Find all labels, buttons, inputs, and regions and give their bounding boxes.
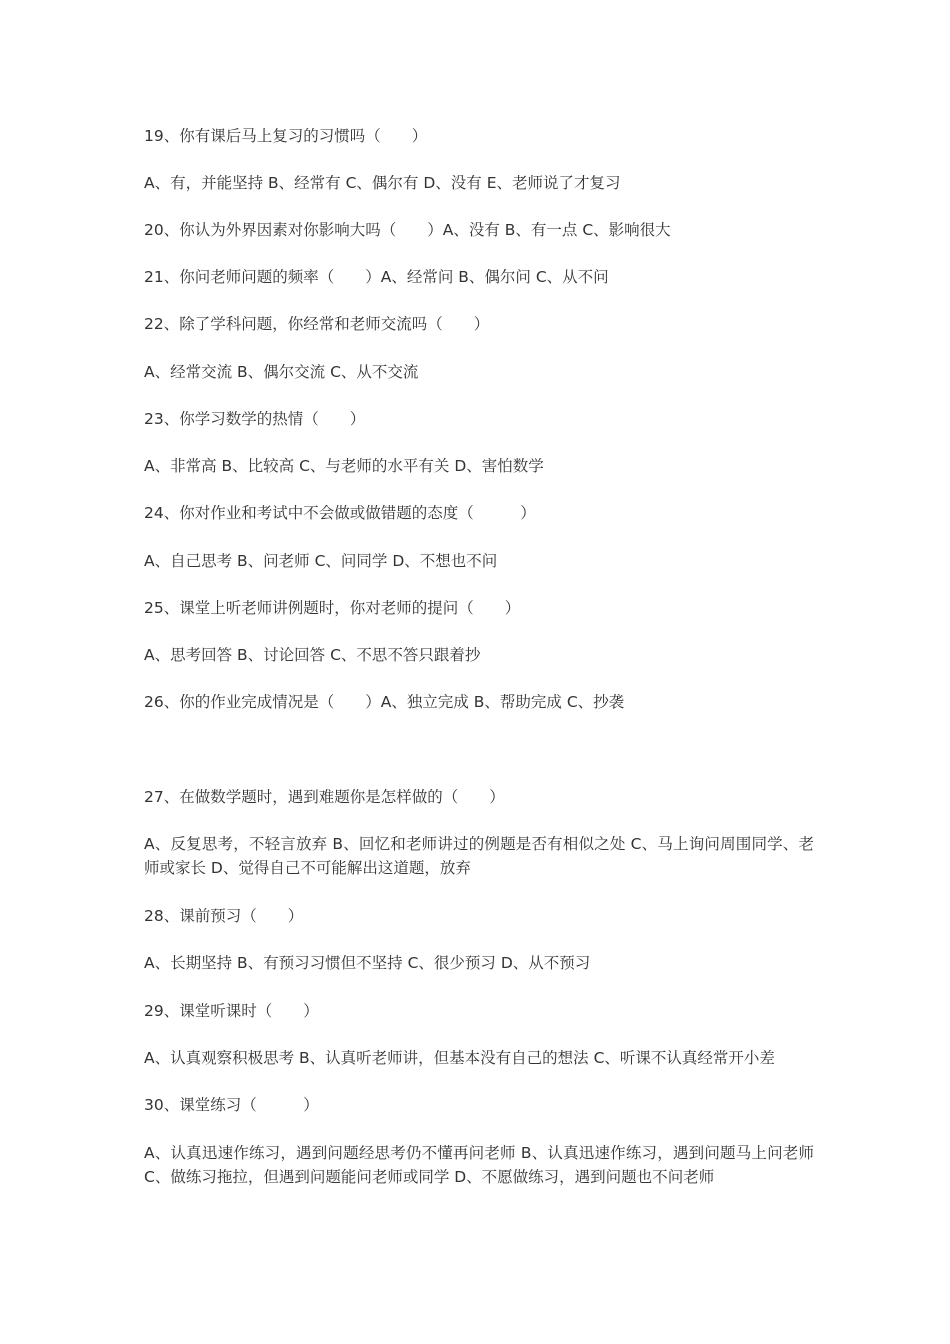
question-23: 23、你学习数学的热情（ ） xyxy=(144,410,366,428)
question-29: 29、课堂听课时（ ） xyxy=(144,1002,319,1020)
question-21: 21、你问老师问题的频率（ ）A、经常问 B、偶尔问 C、从不问 xyxy=(144,268,609,286)
question-28-options: A、长期坚持 B、有预习习惯但不坚持 C、很少预习 D、从不预习 xyxy=(144,954,591,972)
question-19: 19、你有课后马上复习的习惯吗（ ） xyxy=(144,127,428,145)
question-23-options: A、非常高 B、比较高 C、与老师的水平有关 D、害怕数学 xyxy=(144,457,544,475)
question-25: 25、课堂上听老师讲例题时，你对老师的提问（ ） xyxy=(144,599,521,617)
question-24-options: A、自己思考 B、问老师 C、问同学 D、不想也不问 xyxy=(144,552,498,570)
question-25-options: A、思考回答 B、讨论回答 C、不思不答只跟着抄 xyxy=(144,646,481,664)
question-28: 28、课前预习（ ） xyxy=(144,907,304,925)
question-26: 26、你的作业完成情况是（ ）A、独立完成 B、帮助完成 C、抄袭 xyxy=(144,693,625,711)
question-19-options: A、有，并能坚持 B、经常有 C、偶尔有 D、没有 E、老师说了才复习 xyxy=(144,174,621,192)
question-27-options: A、反复思考，不轻言放弃 B、回忆和老师讲过的例题是否有相似之处 C、马上询问周围同学、老师或家长 D、觉得自己不可能解出这道题，放弃 xyxy=(144,835,814,877)
question-27: 27、在做数学题时，遇到难题你是怎样做的（ ） xyxy=(144,788,505,806)
question-30: 30、课堂练习（ ） xyxy=(144,1096,319,1114)
question-22-options: A、经常交流 B、偶尔交流 C、从不交流 xyxy=(144,363,419,381)
question-29-options: A、认真观察积极思考 B、认真听老师讲，但基本没有自己的想法 C、听课不认真经常开小差 xyxy=(144,1049,775,1067)
question-20: 20、你认为外界因素对你影响大吗（ ）A、没有 B、有一点 C、影响很大 xyxy=(144,221,671,239)
question-22: 22、除了学科问题，你经常和老师交流吗（ ） xyxy=(144,315,490,333)
question-30-options: A、认真迅速作练习，遇到问题经思考仍不懂再问老师 B、认真迅速作练习，遇到问题马上问老师 C、做练习拖拉，但遇到问题能问老师或同学 D、不愿做练习，遇到问题也不问老师 xyxy=(144,1144,814,1186)
question-24: 24、你对作业和考试中不会做或做错题的态度（ ） xyxy=(144,504,536,522)
